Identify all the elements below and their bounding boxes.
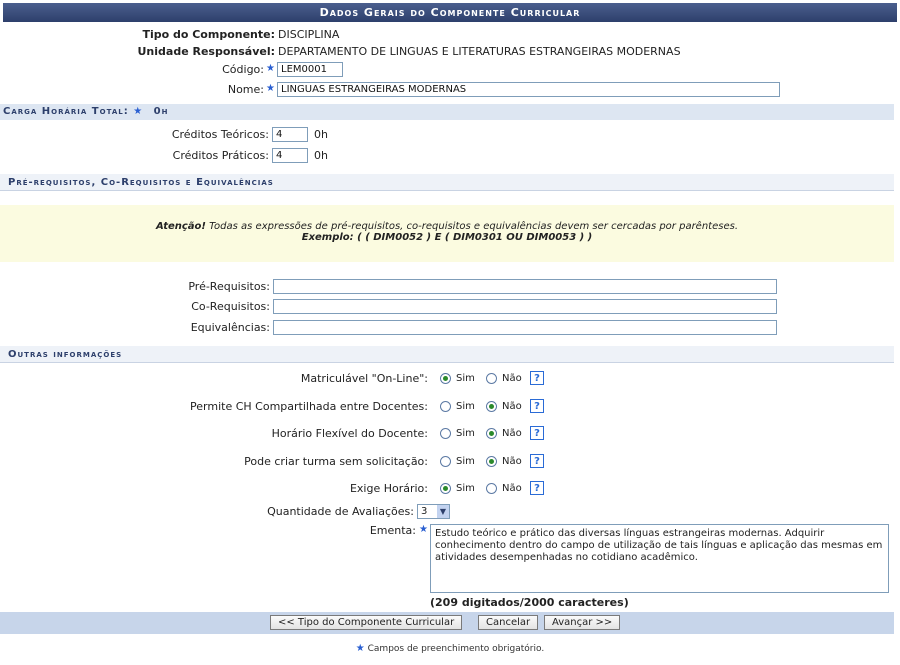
component-form [3,3,897,22]
radio-sim-label: Sim [456,373,475,384]
radio-sim[interactable] [440,401,451,412]
nome-input[interactable] [277,82,780,97]
button-bar [0,612,894,634]
ementa-textarea[interactable]: Estudo teórico e prático das diversas línguas estrangeiras modernas. Adquirir conhecimento dentro do campo de utilização de tais línguas e aplicação das mesmas em atividades desempenhadas no cotidiano acadêmico. [430,524,889,593]
praticos-hours: 0h [314,149,328,162]
radio-sim[interactable] [440,483,451,494]
chevron-down-icon: ▼ [437,505,449,518]
help-icon[interactable]: ? [530,426,544,440]
carga-label: Carga Horária Total: [3,106,129,117]
requisitos-section: Pré-requisitos, Co-Requisitos e Equivalências [0,174,894,191]
required-star-icon: ★ [266,63,275,74]
option-label: Pode criar turma sem solicitação: [244,455,428,468]
radio-nao[interactable] [486,483,497,494]
radio-nao[interactable] [486,428,497,439]
help-icon[interactable]: ? [530,481,544,495]
teoricos-hours: 0h [314,128,328,141]
option-label: Permite CH Compartilhada entre Docentes: [190,400,428,413]
ementa-label: Ementa: [369,524,416,537]
praticos-input[interactable] [272,148,308,163]
praticos-label: Créditos Práticos: [172,149,269,162]
tipo-value: DISCIPLINA [278,28,340,41]
nome-label: Nome: [227,83,264,96]
codigo-input[interactable] [277,62,343,77]
radio-nao-label: Não [502,401,522,412]
option-label: Matriculável "On-Line": [300,372,428,385]
avaliacoes-value: 3 [421,506,428,517]
back-button[interactable]: << Tipo do Componente Curricular [270,615,462,630]
pre-requisitos-label: Pré-Requisitos: [188,280,270,293]
teoricos-input[interactable] [272,127,308,142]
attention-notice [0,205,894,262]
radio-nao[interactable] [486,456,497,467]
radio-nao-label: Não [502,483,522,494]
codigo-label: Código: [222,63,264,76]
form-title: Dados Gerais do Componente Curricular [3,3,897,22]
unidade-label: Unidade Responsável: [137,45,275,58]
option-label: Horário Flexível do Docente: [271,427,428,440]
required-star-icon: ★ [355,643,365,654]
required-legend [0,643,900,654]
carga-value: 0h [153,106,169,117]
radio-nao[interactable] [486,401,497,412]
legend-text: Campos de preenchimento obrigatório. [367,644,545,654]
co-requisitos-label: Co-Requisitos: [191,300,270,313]
radio-nao-label: Não [502,373,522,384]
ementa-counter: (209 digitados/2000 caracteres) [430,596,629,609]
radio-nao-label: Não [502,456,522,467]
teoricos-label: Créditos Teóricos: [171,128,269,141]
carga-section [0,104,894,120]
radio-sim-label: Sim [456,456,475,467]
option-label: Exige Horário: [349,482,428,495]
next-button[interactable]: Avançar >> [544,615,620,630]
notice-example: Exemplo: ( ( DIM0052 ) E ( DIM0301 OU DIM0053 ) ) [301,232,593,243]
avaliacoes-select[interactable] [417,504,450,519]
radio-sim[interactable] [440,428,451,439]
tipo-label: Tipo do Componente: [142,28,275,41]
help-icon[interactable]: ? [530,454,544,468]
radio-nao-label: Não [502,428,522,439]
radio-sim[interactable] [440,456,451,467]
unidade-value: DEPARTAMENTO DE LINGUAS E LITERATURAS ESTRANGEIRAS MODERNAS [278,45,681,58]
avaliacoes-label: Quantidade de Avaliações: [267,505,414,518]
notice-strong: Atenção! [156,221,206,232]
required-star-icon: ★ [133,106,144,117]
co-requisitos-input[interactable] [273,299,777,314]
radio-sim-label: Sim [456,483,475,494]
help-icon[interactable]: ? [530,399,544,413]
required-star-icon: ★ [419,524,428,535]
pre-requisitos-input[interactable] [273,279,777,294]
required-star-icon: ★ [266,83,275,94]
outras-section: Outras informações [0,346,894,363]
equivalencias-label: Equivalências: [190,321,270,334]
cancel-button[interactable]: Cancelar [478,615,538,630]
help-icon[interactable]: ? [530,371,544,385]
equivalencias-input[interactable] [273,320,777,335]
radio-nao[interactable] [486,373,497,384]
radio-sim-label: Sim [456,401,475,412]
radio-sim-label: Sim [456,428,475,439]
notice-text: Todas as expressões de pré-requisitos, co-requisitos e equivalências devem ser cercadas por parênteses. [205,221,738,232]
radio-sim[interactable] [440,373,451,384]
